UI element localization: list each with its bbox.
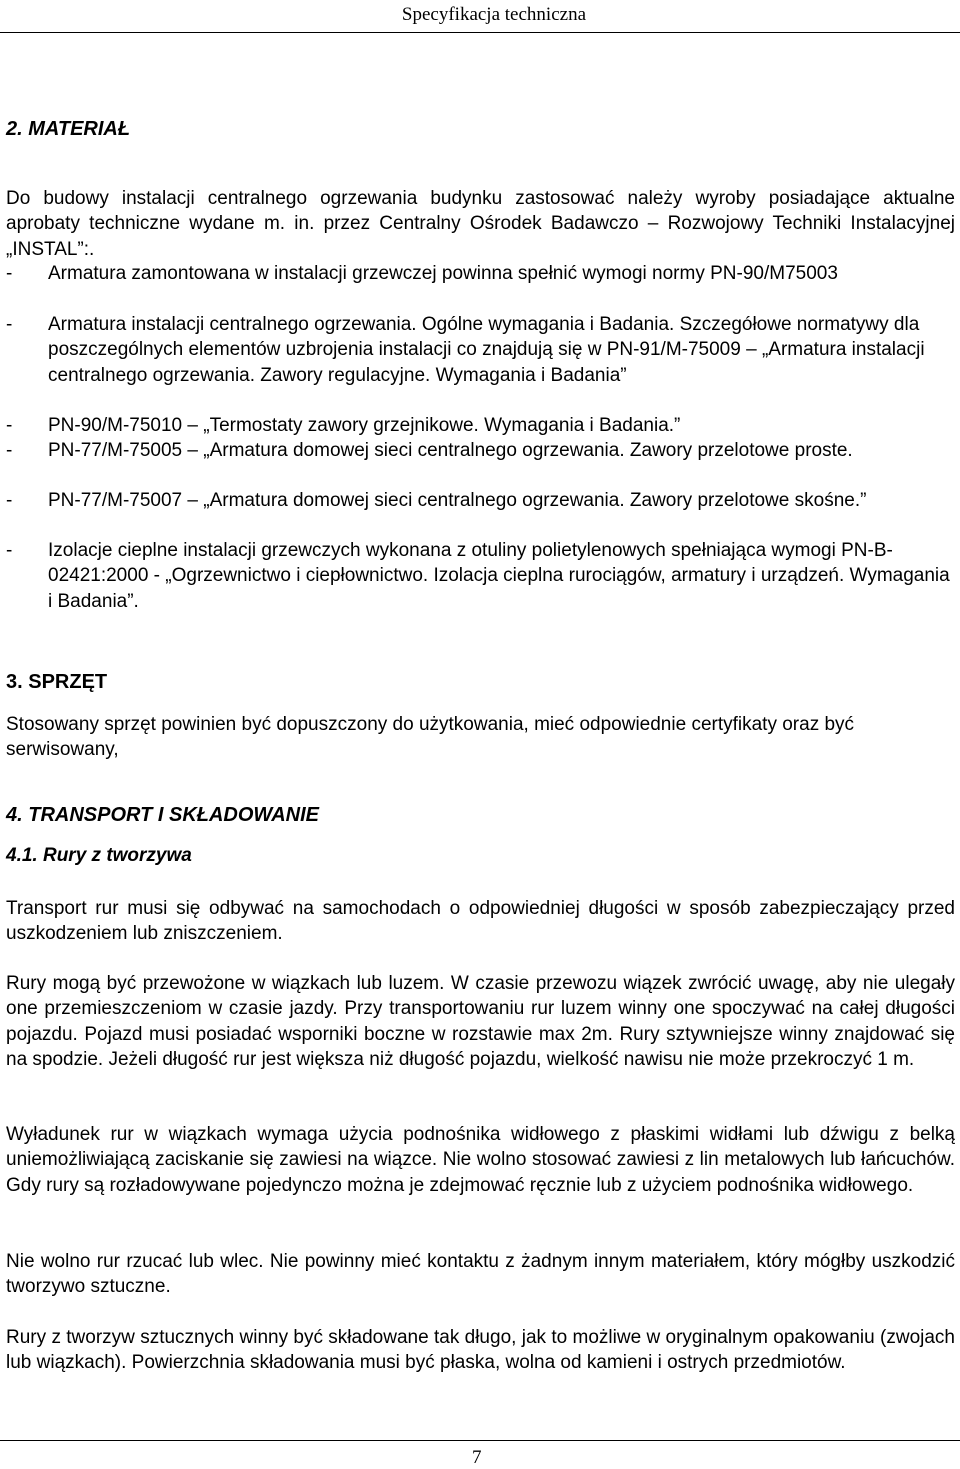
material-list-item (6, 538, 955, 614)
transport-paragraph: Transport rur musi się odbywać na samochodach o odpowiedniej długości w sposób zabezpieczający przed uszkodzeniem lub zniszczeniem. (6, 898, 955, 945)
list-dash: - (6, 263, 13, 284)
list-dash: - (6, 314, 13, 335)
list-item-text: PN-77/M-75007 – „Armatura domowej sieci centralnego ogrzewania. Zawory przelotowe skośne.” (48, 490, 867, 511)
list-dash: - (6, 490, 13, 511)
section-3-text: Stosowany sprzęt powinien być dopuszczony do użytkowania, mieć odpowiednie certyfikaty oraz być serwisowany, (6, 714, 855, 761)
list-dash: - (6, 540, 13, 561)
list-item-text: Armatura instalacji centralnego ogrzewania. Ogólne wymagania i Badania. Szczegółowe normatywy dla poszczególnych elementów uzbrojenia instalacji co znajdują się w PN-91/M-75009 – „Armatura instalacji centralnego ogrzewania. Zawory regulacyjne. Wymagania i Badania” (48, 314, 925, 386)
list-item-text: Armatura zamontowana w instalacji grzewczej powinna spełnić wymogi normy PN-90/M75003 (48, 263, 838, 284)
list-item-text: PN-77/M-75005 – „Armatura domowej sieci centralnego ogrzewania. Zawory przelotowe proste. (48, 440, 853, 461)
section-4-1-subtitle: 4.1. Rury z tworzywa (6, 845, 192, 866)
list-item-text: PN-90/M-75010 – „Termostaty zawory grzejnikowe. Wymagania i Badania.” (48, 415, 681, 436)
header-title: Specyfikacja techniczna (401, 4, 586, 25)
transport-paragraph: Wyładunek rur w wiązkach wymaga użycia podnośnika widłowego z płaskimi widłami lub dźwigu z belką uniemożliwiającą zaciskanie się zawiesi na wiązce. Nie wolno stosować zawiesi z lin metalowych lub łańcuchów. Gdy rury są rozładowywane pojedynczo można je zdejmować ręcznie lub z użyciem podnośnika widłowego. (6, 1124, 955, 1196)
section-4-title: 4. TRANSPORT I SKŁADOWANIE (6, 804, 319, 826)
running-header (0, 2, 960, 33)
transport-paragraph: Rury mogą być przewożone w wiązkach lub luzem. W czasie przewozu wiązek zwrócić uwagę, aby nie ulegały one przemieszczeniom w czasie jazdy. Przy transportowaniu rur luzem winny one spoczywać na całej długości pojazdu. Pojazd musi posiadać wsporniki boczne w rozstawie max 2m. Rury sztywniejsze winny znajdować się na spodzie. Jeżeli długość rur jest większa niż długość pojazdu, wielkość nawisu nie może przekroczyć 1 m. (6, 973, 955, 1070)
material-list-item (6, 261, 955, 286)
page-footer (0, 1440, 960, 1469)
section-2-title: 2. MATERIAŁ (6, 118, 131, 140)
list-dash: - (6, 415, 13, 436)
material-list-item (6, 413, 955, 438)
material-list-item (6, 438, 955, 463)
transport-paragraph: Rury z tworzyw sztucznych winny być składowane tak długo, jak to możliwe w oryginalnym opakowaniu (zwojach lub wiązkach). Powierzchnia składowania musi być płaska, wolna od kamieni i ostrych przedmiotów. (6, 1327, 955, 1374)
list-dash: - (6, 440, 13, 461)
list-item-text: Izolacje cieplne instalacji grzewczych wykonana z otuliny polietylenowych spełniająca wymogi PN-B-02421:2000 - „Ogrzewnictwo i ciepłownictwo. Izolacja cieplna rurociągów, armatury i urządzeń. Wymagania i Badania”. (48, 540, 950, 612)
page-number: 7 (472, 1447, 482, 1468)
transport-paragraph: Nie wolno rur rzucać lub wlec. Nie powinny mieć kontaktu z żadnym innym materiałem, który mógłby uszkodzić tworzywo sztuczne. (6, 1251, 955, 1298)
material-list-item (6, 312, 955, 388)
section-3-title: 3. SPRZĘT (6, 671, 108, 693)
material-list-item (6, 488, 955, 513)
section-2-intro: Do budowy instalacji centralnego ogrzewania budynku zastosować należy wyroby posiadające aktualne aprobaty techniczne wydane m. in. przez Centralny Ośrodek Badawczo – Rozwojowy Techniki Instalacyjnej „INSTAL”:. (6, 188, 955, 260)
